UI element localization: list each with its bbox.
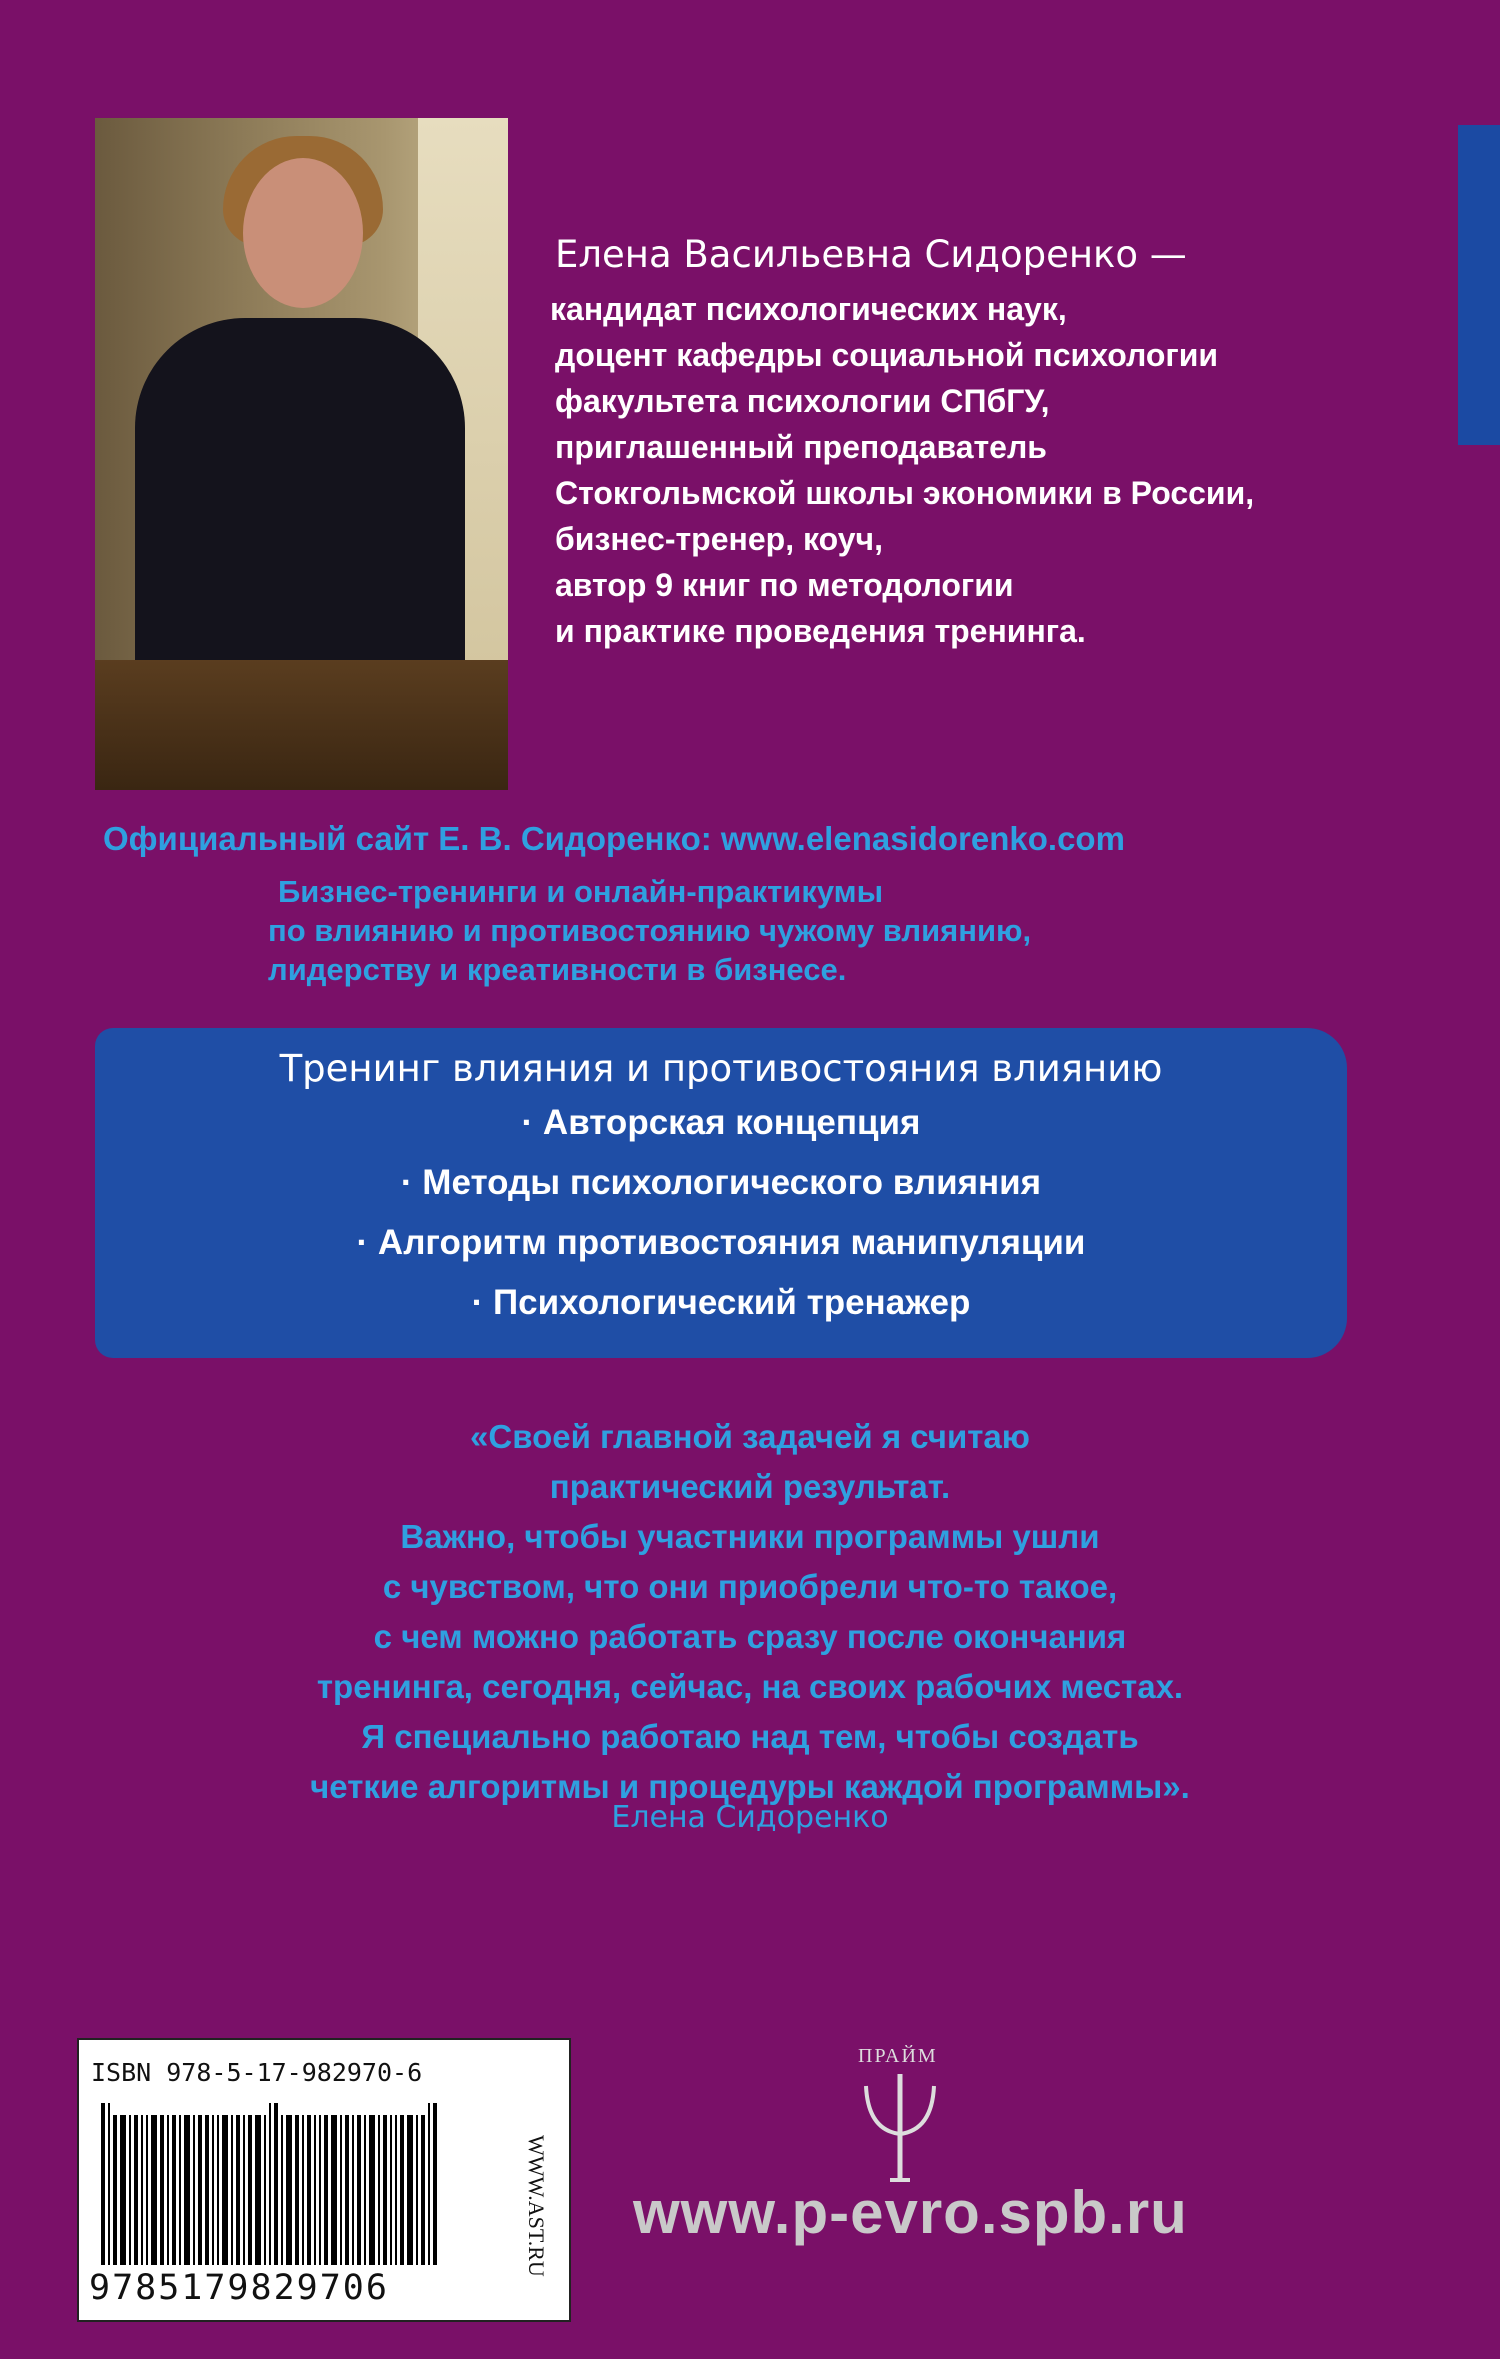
barcode-bar [134, 2115, 138, 2265]
barcode-bar [307, 2115, 311, 2265]
author-bio [550, 232, 1455, 654]
barcode-bar [302, 2115, 304, 2265]
official-site-link[interactable]: Официальный сайт Е. В. Сидоренко: www.elenasidorenko.com [103, 820, 1125, 857]
quote-line: четкие алгоритмы и процедуры каждой программы». [310, 1768, 1190, 1805]
barcode-bar [193, 2115, 195, 2265]
barcode-bar [184, 2115, 190, 2265]
quote-line: практический результат. [549, 1468, 951, 1505]
barcode-bar [274, 2103, 278, 2265]
box-item: · Психологический тренажер [471, 1283, 971, 1322]
barcode-bar [345, 2115, 349, 2265]
barcode-bar [314, 2115, 316, 2265]
author-name: Елена Васильевна Сидоренко — [555, 233, 1187, 276]
barcode-bar [319, 2115, 321, 2265]
isbn-number: ISBN 978-5-17-982970-6 [91, 2058, 423, 2087]
box-item: · Авторская концепция [521, 1103, 921, 1142]
barcode-bar [369, 2115, 375, 2265]
site-description [268, 872, 1031, 989]
barcode-bar [179, 2115, 181, 2265]
barcode-bar [129, 2115, 131, 2265]
barcode-bar [433, 2103, 437, 2265]
author-photo [95, 118, 508, 790]
psi-logo-icon [860, 2068, 940, 2188]
quote-line: «Своей главной задачей я считаю [470, 1418, 1030, 1455]
barcode-bar [364, 2115, 366, 2265]
publisher-url[interactable]: www.p-evro.spb.ru [633, 2179, 1188, 2246]
quote-line: Важно, чтобы участники программы ушли [400, 1518, 1100, 1555]
barcode-bar [416, 2115, 418, 2265]
bio-line: кандидат психологических наук, [550, 291, 1067, 327]
barcode-bar [264, 2115, 266, 2265]
barcode-bar [395, 2115, 397, 2265]
bio-line: доцент кафедры социальной психологии [555, 337, 1219, 373]
publisher-label: ПРАЙМ [858, 2045, 938, 2067]
quote-line: Я специально работаю над тем, чтобы создать [361, 1718, 1139, 1755]
barcode-bar [167, 2115, 169, 2265]
barcode-bar [205, 2115, 209, 2265]
barcode-bar [286, 2115, 292, 2265]
barcode-bar [198, 2115, 202, 2265]
barcode-bar [120, 2115, 126, 2265]
ean-digits: 9785179829706 [89, 2268, 389, 2308]
barcode-bar [255, 2115, 261, 2265]
barcode-bar [281, 2115, 283, 2265]
training-features-box [95, 1028, 1347, 1358]
barcode-bar [428, 2103, 430, 2265]
barcode-bar [212, 2115, 214, 2265]
isbn-barcode [77, 2038, 571, 2322]
barcode-bar [248, 2115, 252, 2265]
bio-line: бизнес-тренер, коуч, [555, 521, 883, 557]
barcode-bar [113, 2115, 117, 2265]
barcode-bar [390, 2115, 392, 2265]
barcode-bar [340, 2115, 342, 2265]
barcode-bar [324, 2115, 328, 2265]
barcode-bar [357, 2115, 361, 2265]
barcode-bar [421, 2115, 425, 2265]
quote-line: с чувством, что они приобрели что-то такое, [382, 1568, 1118, 1605]
barcode-bar [331, 2115, 337, 2265]
site-desc-line: Бизнес-тренинги и онлайн-практикумы [278, 874, 884, 909]
barcode-bar [269, 2103, 271, 2265]
barcode-bar [172, 2115, 176, 2265]
bio-line: факультета психологии СПбГУ, [555, 383, 1050, 419]
quote-author: Елена Сидоренко [611, 1800, 889, 1835]
site-desc-line: по влиянию и противостоянию чужому влиянию, [268, 913, 1032, 948]
barcode-bar [231, 2115, 233, 2265]
barcode-bar [236, 2115, 240, 2265]
barcode-bar [108, 2103, 110, 2265]
barcode-bar [243, 2115, 245, 2265]
barcode-bar [407, 2115, 413, 2265]
bio-line: приглашенный преподаватель [555, 429, 1047, 465]
quote-line: тренинга, сегодня, сейчас, на своих рабочих местах. [316, 1668, 1184, 1705]
barcode-bar [146, 2115, 148, 2265]
barcode-bar [383, 2115, 387, 2265]
barcode-bar [141, 2115, 143, 2265]
author-quote [150, 1412, 1350, 1812]
bio-line: Стокгольмской школы экономики в России, [555, 475, 1255, 511]
barcode-bar [217, 2115, 219, 2265]
barcode-bar [378, 2115, 380, 2265]
box-title: Тренинг влияния и противостояния влиянию [279, 1047, 1163, 1090]
barcode-bar [151, 2115, 157, 2265]
quote-line: с чем можно работать сразу после окончания [373, 1618, 1127, 1655]
ast-website: WWW.AST.RU [524, 2135, 549, 2277]
barcode-bar [222, 2115, 228, 2265]
site-desc-line: лидерству и креативности в бизнесе. [268, 952, 847, 987]
barcode-bar [400, 2115, 404, 2265]
box-item: · Алгоритм противостояния манипуляции [356, 1223, 1086, 1262]
bio-line: и практике проведения тренинга. [555, 613, 1086, 649]
barcode-bar [101, 2103, 105, 2265]
spine-tab [1458, 125, 1500, 445]
barcode-bar [160, 2115, 164, 2265]
bio-line: автор 9 книг по методологии [555, 567, 1014, 603]
barcode-bars [101, 2100, 471, 2265]
barcode-bar [295, 2115, 299, 2265]
barcode-bar [352, 2115, 354, 2265]
box-item: · Методы психологического влияния [400, 1163, 1042, 1202]
